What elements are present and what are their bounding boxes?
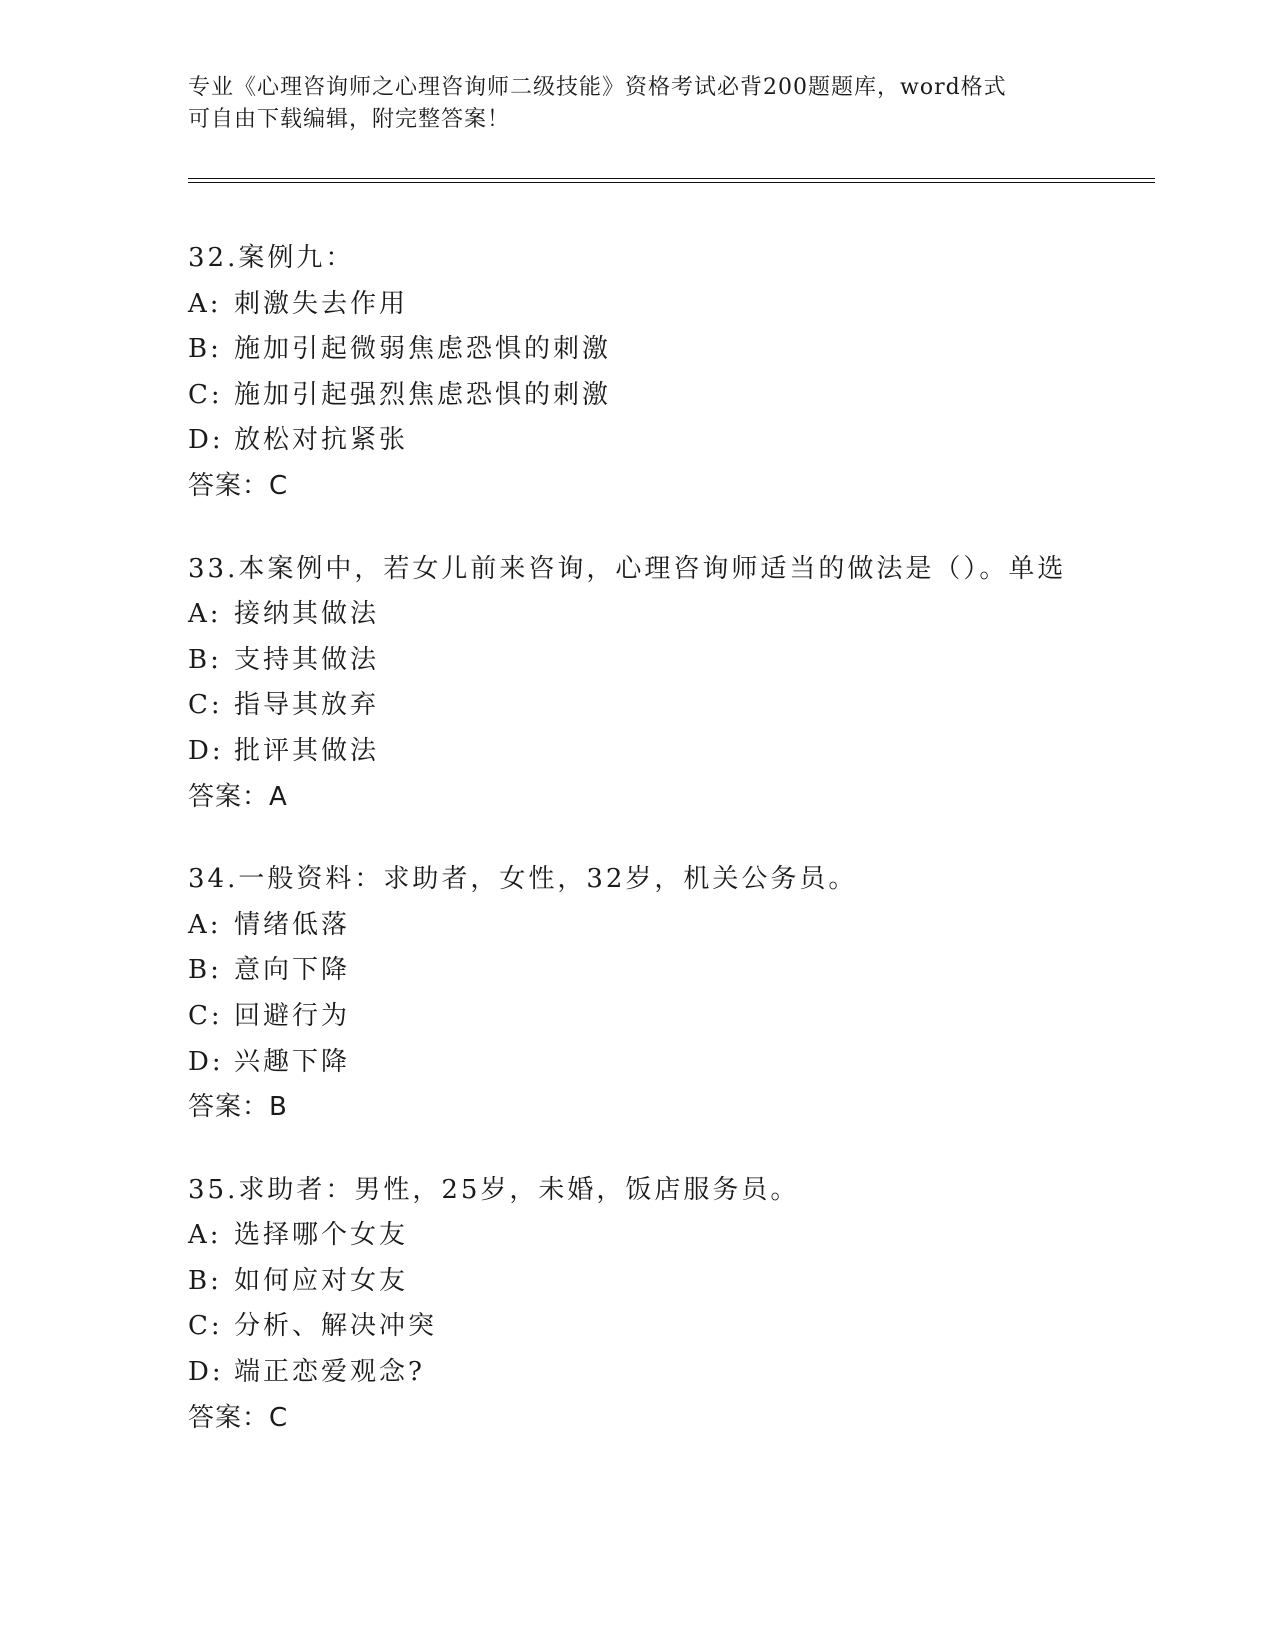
option-text: 接纳其做法 — [234, 599, 380, 630]
header-divider-top — [188, 178, 1155, 179]
option-key: D: — [188, 425, 224, 456]
option-key: B: — [188, 644, 222, 675]
question-title: 35.求助者：男性，25岁，未婚，饭店服务员。 — [188, 1174, 800, 1205]
option-text: 选择哪个女友 — [234, 1220, 409, 1251]
question-list — [188, 236, 1148, 1478]
option-c — [188, 373, 1148, 419]
option-key: A: — [188, 1220, 222, 1251]
option-text: 刺激失去作用 — [234, 288, 409, 319]
option-text: 端正恋爱观念? — [234, 1357, 425, 1388]
option-b — [188, 638, 1148, 684]
option-b — [188, 948, 1148, 994]
option-key: D: — [188, 1357, 224, 1388]
option-key: A: — [188, 599, 222, 630]
option-text: 放松对抗紧张 — [234, 425, 409, 456]
option-key: C: — [188, 1311, 223, 1342]
option-text: 意向下降 — [234, 955, 351, 986]
question-34 — [188, 857, 1148, 1131]
document-header — [188, 72, 1068, 136]
option-key: D: — [188, 1046, 224, 1077]
question-32 — [188, 236, 1148, 510]
option-c — [188, 994, 1148, 1040]
answer-line: 答案：C — [188, 1402, 289, 1433]
option-text: 回避行为 — [234, 1000, 351, 1031]
option-text: 施加引起强烈焦虑恐惧的刺激 — [234, 379, 612, 410]
header-line-2: 可自由下载编辑，附完整答案！ — [188, 107, 511, 132]
answer-line: 答案：C — [188, 470, 289, 501]
option-text: 兴趣下降 — [234, 1046, 351, 1077]
option-key: C: — [188, 379, 223, 410]
header-line-1: 专业《心理咨询师之心理咨询师二级技能》资格考试必背200题题库，word格式 — [188, 75, 1007, 100]
option-key: B: — [188, 955, 222, 986]
header-divider-bottom — [188, 182, 1155, 183]
option-text: 分析、解决冲突 — [234, 1311, 438, 1342]
option-d — [188, 418, 1148, 464]
option-a — [188, 592, 1148, 638]
option-text: 施加引起微弱焦虑恐惧的刺激 — [234, 334, 612, 365]
option-key: B: — [188, 334, 222, 365]
option-d — [188, 1350, 1148, 1396]
option-c — [188, 683, 1148, 729]
question-title: 33.本案例中，若女儿前来咨询，心理咨询师适当的做法是（）。单选 — [188, 553, 1067, 584]
option-text: 情绪低落 — [234, 909, 351, 940]
option-d — [188, 1040, 1148, 1086]
option-key: C: — [188, 690, 223, 721]
option-text: 批评其做法 — [234, 735, 380, 766]
answer-line: 答案：A — [188, 781, 288, 812]
option-key: C: — [188, 1000, 223, 1031]
question-title: 34.一般资料：求助者，女性，32岁，机关公务员。 — [188, 864, 858, 895]
option-a — [188, 1213, 1148, 1259]
option-key: A: — [188, 288, 222, 319]
option-a — [188, 282, 1148, 328]
option-key: A: — [188, 909, 222, 940]
option-b — [188, 327, 1148, 373]
option-text: 指导其放弃 — [234, 690, 380, 721]
option-a — [188, 903, 1148, 949]
question-title: 32.案例九： — [188, 243, 355, 273]
option-key: D: — [188, 735, 224, 766]
option-d — [188, 729, 1148, 775]
option-c — [188, 1304, 1148, 1350]
question-35 — [188, 1168, 1148, 1442]
option-key: B: — [188, 1265, 222, 1296]
answer-line: 答案：B — [188, 1092, 288, 1123]
option-text: 如何应对女友 — [234, 1265, 409, 1296]
option-text: 支持其做法 — [234, 644, 380, 675]
option-b — [188, 1259, 1148, 1305]
question-33 — [188, 547, 1148, 821]
